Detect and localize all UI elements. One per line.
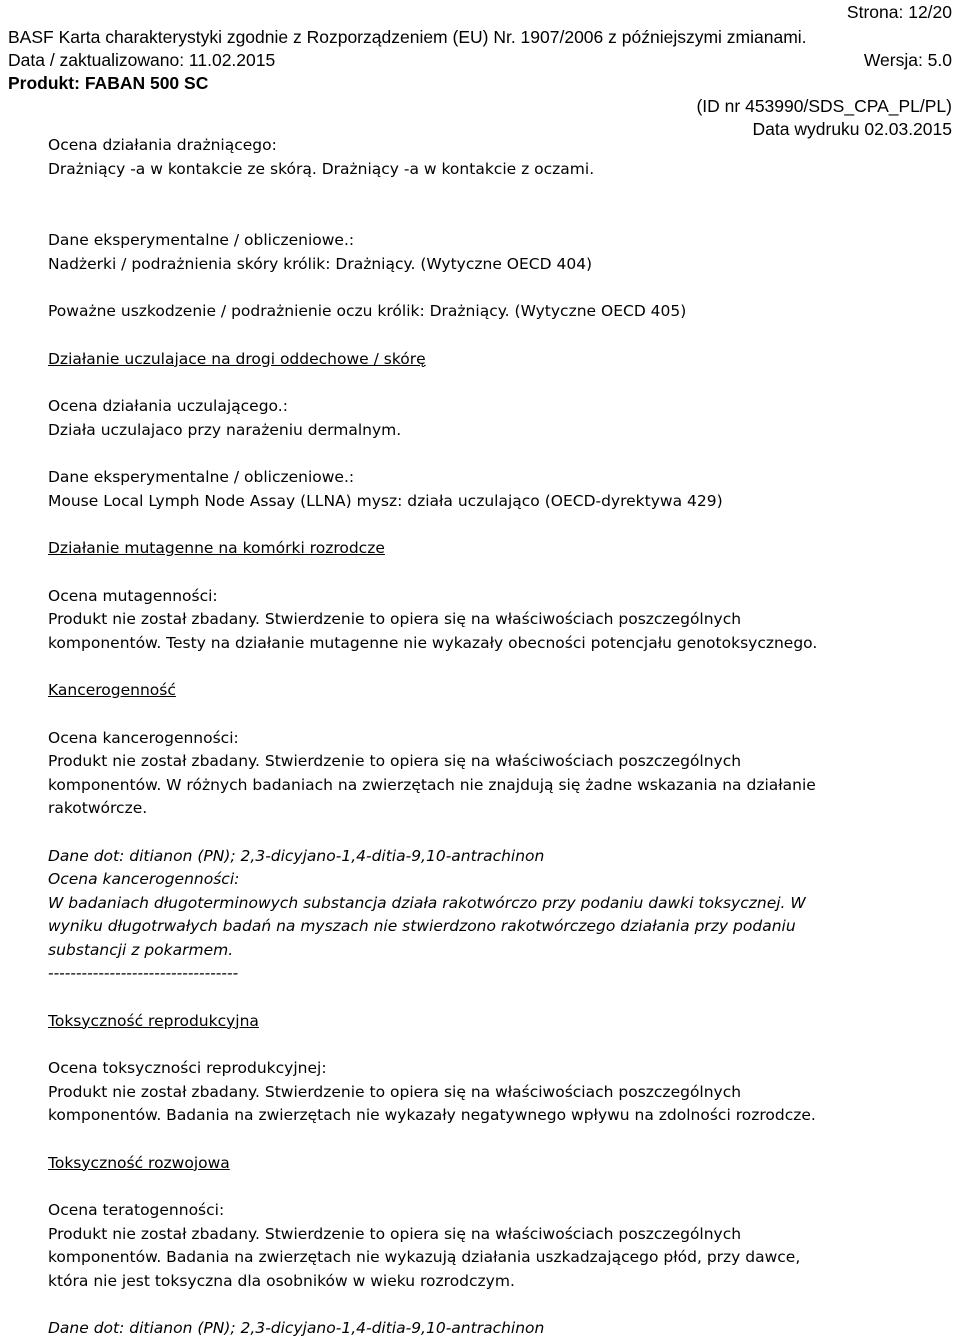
llna-result: Mouse Local Lymph Node Assay (LLNA) mysz: działa uczulająco (OECD-dyrektywa 429) — [48, 491, 723, 510]
document-body — [48, 134, 948, 1341]
dithianon-data-label: Dane dot: ditianon (PN); 2,3-dicyjano-1,4-ditia-9,10-antrachinon — [48, 846, 545, 865]
mutagenicity-text-1: Produkt nie został zbadany. Stwierdzenie to opiera się na właściwościach poszczególnych — [48, 610, 742, 628]
dithianon-carc-text-2: wyniku długotrwałych badań na myszach nie stwierdzono rakotwórczego działania przy podaniu — [48, 917, 796, 935]
print-date: Data wydruku 02.03.2015 — [752, 119, 952, 139]
developmental-toxicity-section-title: Toksyczność rozwojowa — [48, 1153, 230, 1172]
separator-line: ---------------------------------- — [48, 964, 239, 982]
version: Wersja: 5.0 — [863, 50, 952, 70]
exp-data-label: Dane eksperymentalne / obliczeniowe.: — [48, 231, 355, 249]
dithianon-data-label-2: Dane dot: ditianon (PN); 2,3-dicyjano-1,4-ditia-9,10-antrachinon — [48, 1319, 545, 1337]
page-number: Strona: 12/20 — [846, 2, 952, 22]
mutagenicity-text-2: komponentów. Testy na działanie mutagenne nie wykazały obecności potencjału genotoksycznego. — [48, 633, 818, 652]
carcinogenicity-heading: Ocena kancerogenności: — [48, 728, 239, 747]
product-label: Produkt: — [8, 73, 80, 93]
document-title: BASF Karta charakterystyki zgodnie z Rozporządzeniem (EU) Nr. 1907/2006 z późniejszymi zmianami. — [8, 27, 807, 47]
dithianon-carc-text-1: W badaniach długoterminowych substancja działa rakotwórczo przy podaniu dawki toksycznej. W — [48, 893, 806, 912]
dithianon-carc-text-3: substancji z pokarmem. — [48, 940, 234, 959]
reproductive-toxicity-text-2: komponentów. Badania na zwierzętach nie wykazały negatywnego wpływu na zdolności rozrodcze. — [48, 1106, 816, 1124]
revision-date: Data / zaktualizowano: 11.02.2015 — [8, 50, 276, 70]
mutagenicity-heading: Ocena mutagenności: — [48, 586, 218, 605]
sds-id: (ID nr 453990/SDS_CPA_PL/PL) — [696, 96, 952, 116]
carcinogenicity-text-3: rakotwórcze. — [48, 799, 148, 817]
reproductive-toxicity-text-1: Produkt nie został zbadany. Stwierdzenie to opiera się na właściwościach poszczególnych — [48, 1082, 742, 1101]
reproductive-toxicity-heading: Ocena toksyczności reprodukcyjnej: — [48, 1059, 327, 1077]
dithianon-carc-heading: Ocena kancerogenności: — [48, 870, 240, 888]
teratogenicity-text-3: która nie jest toksyczna dla osobników w wieku rozrodczym. — [48, 1271, 515, 1290]
carcinogenicity-section-title: Kancerogenność — [48, 681, 176, 699]
exp-data-label: Dane eksperymentalne / obliczeniowe.: — [48, 468, 355, 486]
teratogenicity-heading: Ocena teratogenności: — [48, 1201, 225, 1219]
sensitization-heading: Ocena działania uczulającego.: — [48, 397, 288, 415]
carcinogenicity-text-1: Produkt nie został zbadany. Stwierdzenie to opiera się na właściwościach poszczególnych — [48, 752, 742, 770]
mutagenicity-section-title: Działanie mutagenne na komórki rozrodcze — [48, 539, 385, 557]
reproductive-toxicity-section-title: Toksyczność reprodukcyjna — [48, 1011, 259, 1030]
sensitization-text: Działa uczulajaco przy narażeniu dermalnym. — [48, 420, 402, 439]
skin-irritation-result: Nadżerki / podrażnienia skóry królik: Drażniący. (Wytyczne OECD 404) — [48, 254, 593, 273]
irritation-heading: Ocena działania drażniącego: — [48, 136, 277, 154]
irritation-text: Drażniący -a w kontakcie ze skórą. Drażniący -a w kontakcie z oczami. — [48, 159, 595, 178]
product-line — [8, 73, 208, 93]
sensitization-section-title: Działanie uczulajace na drogi oddechowe / skórę — [48, 349, 426, 368]
product-name: FABAN 500 SC — [84, 73, 209, 93]
eye-irritation-result: Poważne uszkodzenie / podrażnienie oczu królik: Drażniący. (Wytyczne OECD 405) — [48, 302, 687, 320]
carcinogenicity-text-2: komponentów. W różnych badaniach na zwierzętach nie znajdują się żadne wskazania na działanie — [48, 775, 816, 794]
teratogenicity-text-2: komponentów. Badania na zwierzętach nie wykazują działania uszkadzającego płód, przy dawce, — [48, 1248, 801, 1266]
teratogenicity-text-1: Produkt nie został zbadany. Stwierdzenie to opiera się na właściwościach poszczególnych — [48, 1224, 742, 1243]
